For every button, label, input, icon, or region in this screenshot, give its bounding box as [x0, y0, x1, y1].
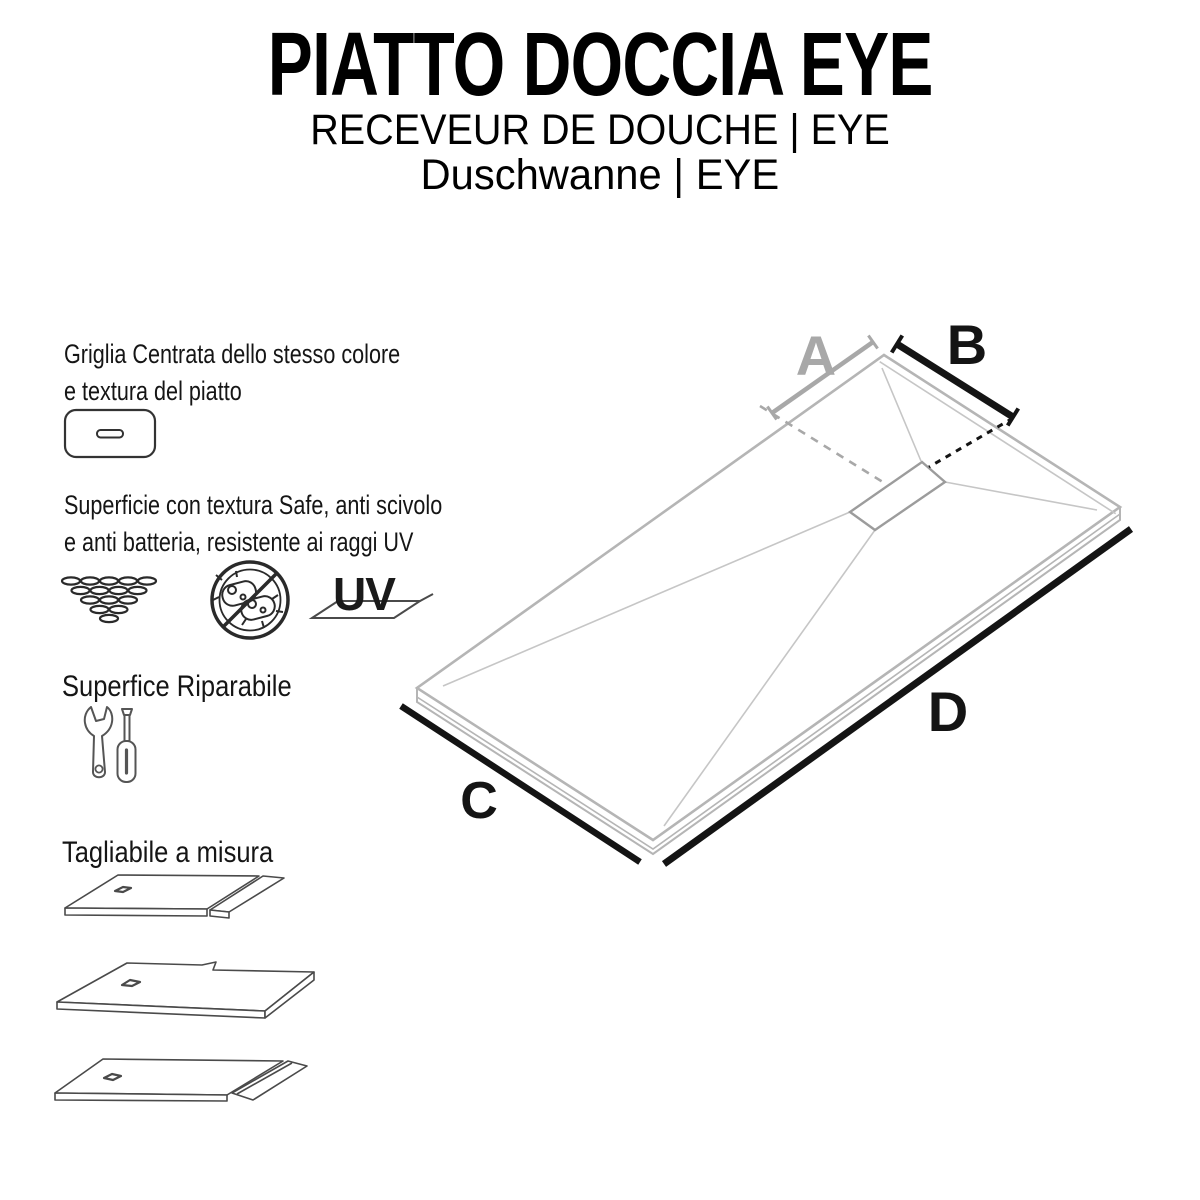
- feature-repairable-title-text: Superfice Riparabile: [62, 670, 292, 703]
- cut-corner-diagram: [57, 962, 314, 1018]
- no-bacteria-icon: [212, 562, 288, 638]
- dim-label-b: B: [946, 313, 988, 376]
- feature-surface-line1: Superficie con textura Safe, anti scivolo: [64, 490, 443, 520]
- shower-tray-diagram: [401, 313, 1131, 864]
- dim-label-c: C: [460, 772, 498, 830]
- dim-label-d: D: [927, 680, 969, 743]
- texture-dots-icon: [62, 577, 156, 622]
- feature-surface-line2: e anti batteria, resistente ai raggi UV: [64, 527, 414, 557]
- screwdriver-icon: [118, 709, 136, 782]
- dim-label-a: A: [795, 324, 837, 387]
- feature-grille-line1: Griglia Centrata dello stesso colore: [64, 339, 401, 369]
- repair-tools-icon: [85, 707, 136, 782]
- cut-straight-diagram: [65, 875, 284, 918]
- page-title-text: PIATTO DOCCIA EYE: [267, 15, 933, 115]
- drain-grille-icon: [65, 410, 155, 457]
- feature-cuttable-title-text: Tagliabile a misura: [62, 836, 274, 869]
- subtitle-french-text: RECEVEUR DE DOUCHE | EYE: [310, 106, 890, 154]
- uv-label: UV: [333, 568, 395, 620]
- subtitle-german-text: Duschwanne | EYE: [420, 151, 780, 199]
- feature-grille-line2: e textura del piatto: [64, 376, 242, 406]
- uv-resistant-icon: [312, 568, 433, 620]
- cut-diagonal-diagram: [55, 1059, 307, 1101]
